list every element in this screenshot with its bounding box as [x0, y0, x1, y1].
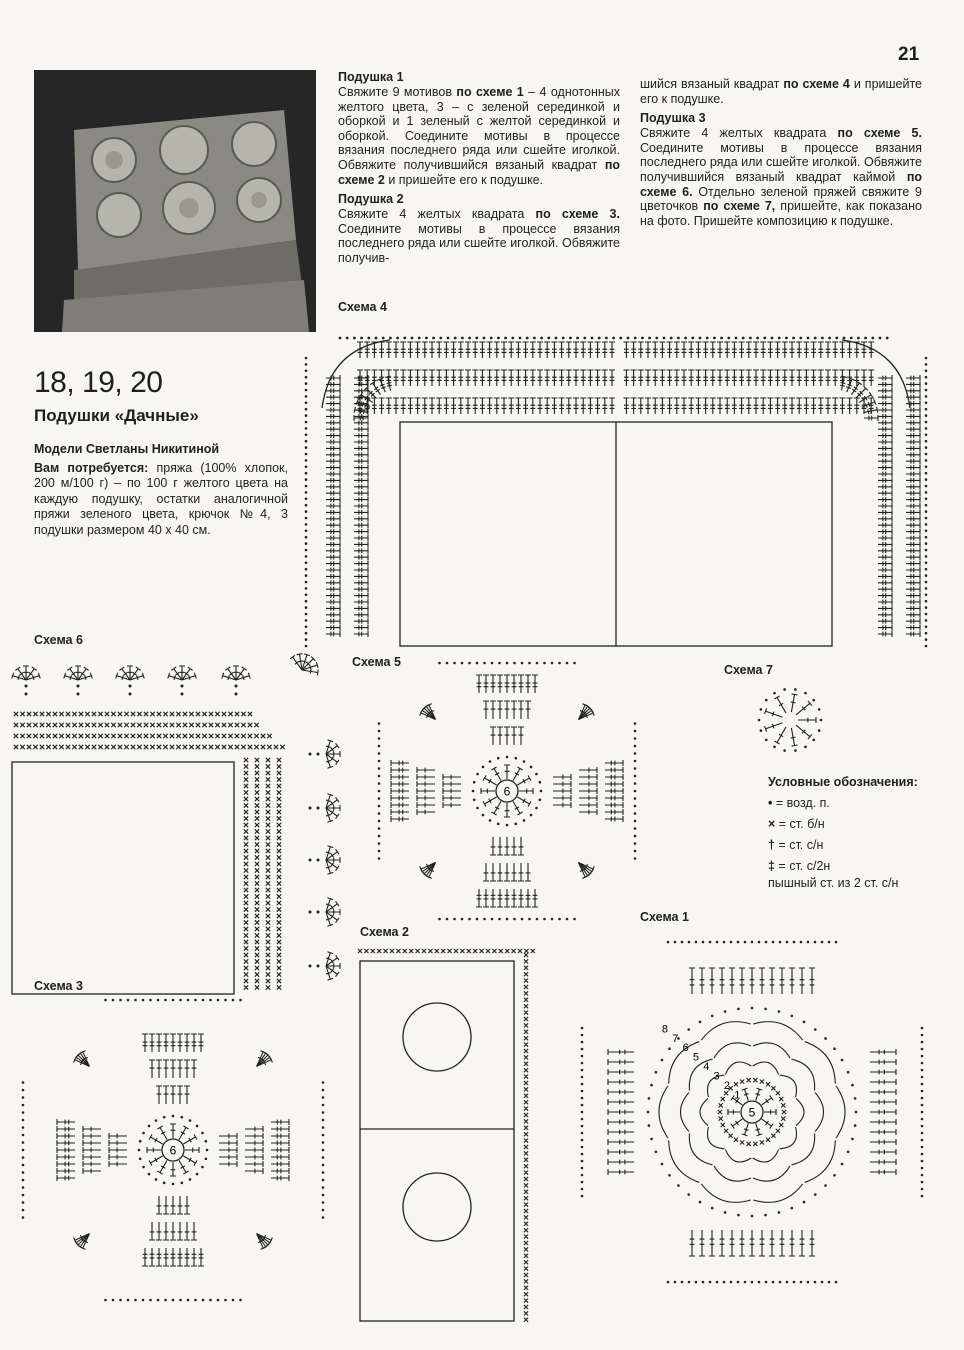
- scheme-6-label: Схема 6: [34, 633, 83, 647]
- legend-item-single-crochet: × = ст. б/н: [768, 817, 825, 831]
- scheme-5-diagram: [376, 660, 638, 926]
- page-number: 21: [898, 44, 920, 65]
- scheme-5-label: Схема 5: [352, 655, 401, 669]
- project-title: Подушки «Дачные»: [34, 406, 199, 425]
- photo-illustration: [34, 70, 316, 332]
- legend: [768, 772, 918, 894]
- scheme-1-row-number: 1: [734, 1089, 741, 1102]
- scheme-3-diagram: [16, 998, 330, 1312]
- project-numbers: 18, 19, 20: [34, 366, 163, 399]
- instructions-column-1: [338, 70, 620, 266]
- scheme-1-label: Схема 1: [640, 910, 689, 924]
- scheme-3-center-count: 6: [169, 1143, 177, 1158]
- scheme-1-diagram: [566, 912, 942, 1288]
- scheme-7-diagram: [754, 684, 826, 756]
- scheme-1-center-count: 5: [748, 1105, 756, 1120]
- scheme-1-row-number: 5: [692, 1051, 700, 1064]
- pillow-2-text: Свяжите 4 желтых квадрата по схеме 3. Соедините мотивы в процессе вязания последнего ряда или сшейте иголкой. Обвяжите получив-: [338, 207, 620, 265]
- scheme-3-label: Схема 3: [34, 979, 83, 993]
- legend-item-treble-crochet: ‡ = ст. с/2н: [768, 859, 831, 873]
- pillow-3-title: Подушка 3: [640, 111, 706, 126]
- pillow-1-title: Подушка 1: [338, 70, 404, 84]
- scheme-7-label: Схема 7: [724, 663, 773, 677]
- pillow-2-title: Подушка 2: [338, 192, 404, 207]
- scheme-6-diagram: [10, 650, 350, 995]
- scheme-4-label: Схема 4: [338, 300, 387, 314]
- pillow-1-text: Свяжите 9 мотивов по схеме 1 – 4 однотонных желтого цвета, 3 – с зеленой серединкой и оборкой и 1 зеленый с желтой серединкой и оборкой. Соедините мотивы в процессе вязания последнего ряда или сшейте иголкой. Обвяжите получившийся вязаный квадрат по схеме 2 и пришейте его к подушке.: [338, 85, 620, 187]
- scheme-1-row-number: 8: [661, 1023, 669, 1036]
- crocheted-pillows-photo: [34, 70, 316, 332]
- scheme-1-row-number: 7: [672, 1032, 679, 1045]
- scheme-5-center-count: 6: [503, 784, 511, 799]
- author-line: Модели Светланы Никитиной: [34, 442, 220, 456]
- legend-title: Условные обозначения:: [768, 775, 918, 789]
- materials-text: Вам потребуется: пряжа (100% хлопок, 200 м/100 г) – по 100 г желтого цвета на каждую подушку, остатки аналогичной пряжи зеленого цвета, крючок №4, 3 подушки размером 40 х 40 см.: [34, 461, 288, 537]
- legend-item-puff-stitch: пышный ст. из 2 ст. с/н: [768, 876, 899, 890]
- legend-item-chain: • = возд. п.: [768, 796, 830, 810]
- scheme-2-label: Схема 2: [360, 925, 409, 939]
- pillow-2-continued-text: шийся вязаный квадрат по схеме 4 и пришейте его к подушке.: [640, 77, 922, 106]
- pillow-3-text: Свяжите 4 желтых квадрата по схеме 5. Соедините мотивы в процессе вязания последнего ряда или сшейте иголкой. Обвяжите получившийся вязаный квадрат каймой по схеме 6. Отдельно зеленой пряжей свяжите 9 цветочков по схеме 7, пришейте, как показано на фото. Пришейте композицию к подушке.: [640, 126, 922, 228]
- legend-item-double-crochet: † = ст. с/н: [768, 838, 824, 852]
- scheme-1-row-number: 3: [713, 1070, 720, 1083]
- scheme-1-row-number: 2: [723, 1080, 730, 1093]
- scheme-1-row-number: 4: [703, 1061, 710, 1074]
- instructions-column-2: [640, 77, 922, 228]
- scheme-1-row-number: 6: [682, 1042, 689, 1055]
- scheme-4-diagram: [300, 318, 936, 660]
- scheme-2-diagram: [358, 945, 536, 1325]
